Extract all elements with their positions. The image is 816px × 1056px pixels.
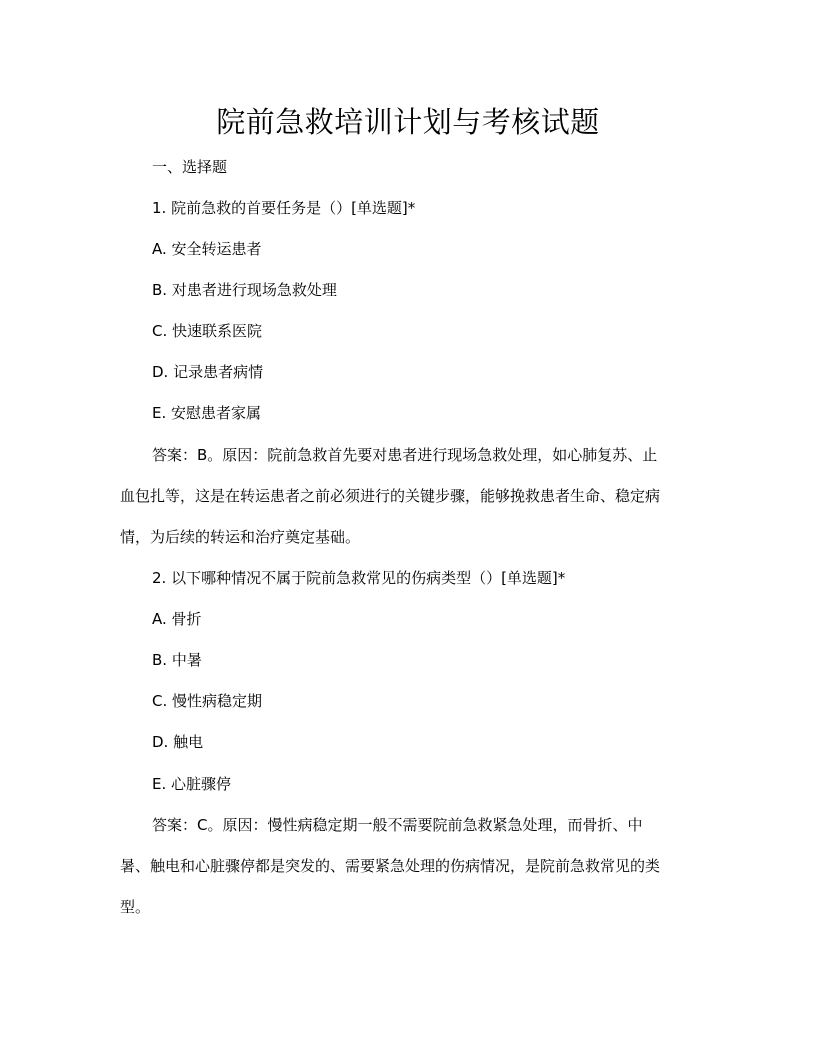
option-b: B. 对患者进行现场急救处理 (152, 281, 337, 299)
answer-line-3: 型。 (120, 898, 151, 916)
question-prompt: 1. 院前急救的首要任务是（）[单选题]* (152, 199, 416, 217)
answer-line-3: 情，为后续的转运和治疗奠定基础。 (120, 528, 361, 546)
document-title: 院前急救培训计划与考核试题 (216, 105, 600, 139)
option-a: A. 安全转运患者 (152, 240, 262, 258)
option-c: C. 慢性病稳定期 (152, 692, 263, 710)
option-d: D. 触电 (152, 733, 204, 751)
option-c: C. 快速联系医院 (152, 322, 263, 340)
option-a: A. 骨折 (152, 610, 202, 628)
option-e: E. 心脏骤停 (152, 775, 232, 793)
answer-line-2: 血包扎等，这是在转运患者之前必须进行的关键步骤，能够挽救患者生命、稳定病 (120, 487, 661, 505)
question-prompt: 2. 以下哪种情况不属于院前急救常见的伤病类型（）[单选题]* (152, 569, 566, 587)
answer-line-1: 答案：B。原因：院前急救首先要对患者进行现场急救处理，如心肺复苏、止 (152, 446, 658, 464)
option-d: D. 记录患者病情 (152, 363, 264, 381)
answer-line-1: 答案：C。原因：慢性病稳定期一般不需要院前急救紧急处理，而骨折、中 (152, 816, 643, 834)
option-b: B. 中暑 (152, 651, 202, 669)
answer-line-2: 暑、触电和心脏骤停都是突发的、需要紧急处理的伤病情况，是院前急救常见的类 (120, 857, 661, 875)
option-e: E. 安慰患者家属 (152, 404, 262, 422)
section-heading: 一、选择题 (152, 158, 228, 176)
